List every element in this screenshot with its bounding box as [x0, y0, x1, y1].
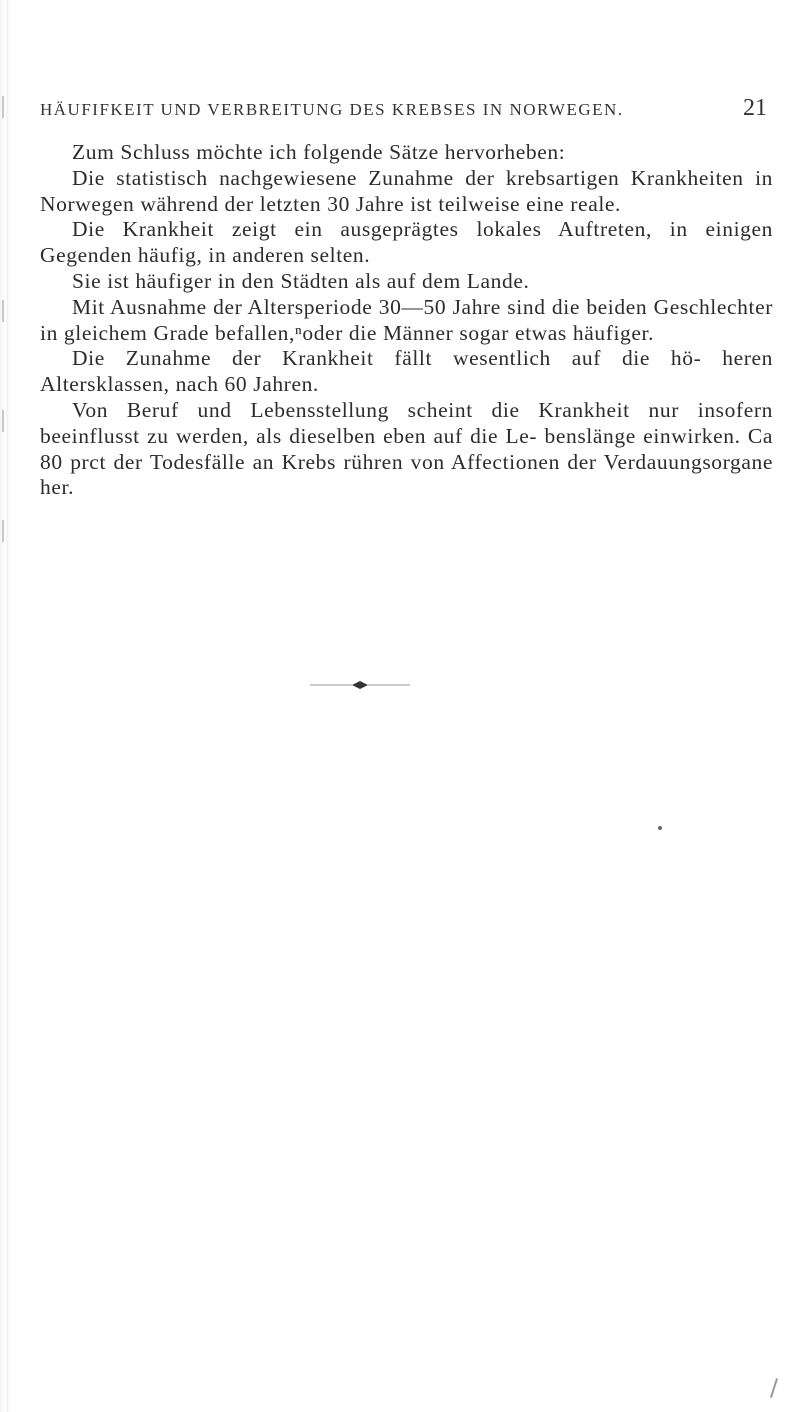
- paragraph-sexes: Mit Ausnahme der Altersperiode 30—50 Jahre sind die beiden Geschlechter in gleichem Grade befallen,ⁿoder die Männer sogar etwas häufiger.: [40, 294, 773, 345]
- section-end-ornament: [310, 680, 410, 690]
- binding-mark: [2, 410, 4, 432]
- binding-mark: [2, 520, 4, 542]
- paragraph-increase: Die statistisch nachgewiesene Zunahme der krebsartigen Krankheiten in Norwegen während der letzten 30 Jahre ist teilweise eine reale.: [40, 165, 773, 216]
- paragraph-intro: Zum Schluss möchte ich folgende Sätze hervorheben:: [72, 140, 566, 164]
- paragraph-local-occurrence: Die Krankheit zeigt ein ausgeprägtes lokales Auftreten, in einigen Gegenden häufig, in anderen selten.: [40, 217, 773, 268]
- page-number: 21: [743, 95, 767, 121]
- corner-pencil-mark: [770, 1378, 778, 1398]
- paragraph-age-classes: Die Zunahme der Krankheit fällt wesentlich auf die hö- heren Altersklassen, nach 60 Jahren.: [40, 346, 773, 397]
- running-header: [40, 95, 767, 121]
- running-title: HÄUFIFKEIT UND VERBREITUNG DES KREBSES IN NORWEGEN.: [40, 100, 624, 119]
- page-binding-edge: [0, 0, 12, 1412]
- binding-mark: [2, 300, 4, 322]
- binding-mark: [2, 96, 4, 118]
- paragraph-cities: Sie ist häufiger in den Städten als auf dem Lande.: [72, 268, 530, 293]
- ink-speck: [658, 826, 662, 830]
- paragraph-occupation: Von Beruf und Lebensstellung scheint die Krankheit nur insofern beeinflusst zu werden, als dieselben eben auf die Le- benslänge einwirken. Ca 80 prct der Todesfälle an Krebs rühren von Affectionen der Verdauungsorgane her.: [40, 397, 773, 500]
- conclusion-text: [40, 140, 773, 501]
